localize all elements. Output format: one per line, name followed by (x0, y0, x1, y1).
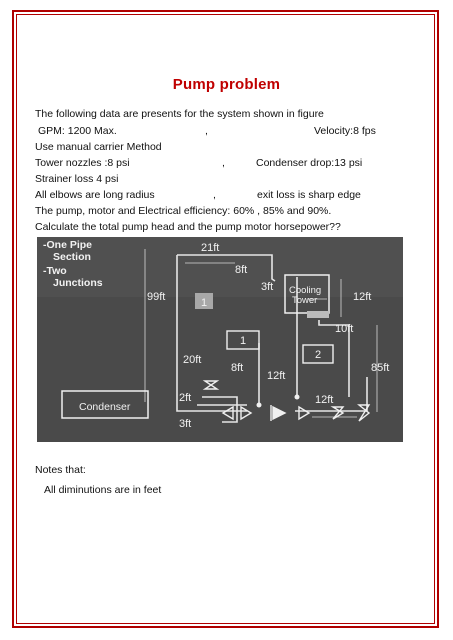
strainer-line: Strainer loss 4 psi (35, 173, 119, 185)
dim-label: 20ft (183, 354, 202, 366)
notes-item: All diminutions are in feet (44, 484, 162, 496)
condenser-label: Condenser (79, 401, 131, 413)
elbows-text: All elbows are long radius (35, 189, 155, 201)
efficiency-line: The pump, motor and Electrical efficiency: 60% , 85% and 90%. (35, 205, 332, 217)
legend-line: -Two (43, 265, 67, 277)
dim-label: 8ft (235, 264, 248, 276)
dim-label: 12ft (267, 370, 286, 382)
section-number: 1 (201, 297, 208, 309)
tower-label: Tower (292, 295, 318, 306)
exit-loss-text: exit loss is sharp edge (257, 189, 361, 201)
dim-label: 21ft (201, 242, 220, 254)
tower-label: Cooling (289, 285, 322, 296)
method-line: Use manual carrier Method (35, 141, 162, 153)
piping-system-figure (37, 237, 403, 442)
dim-label: 3ft (179, 418, 192, 430)
calculate-line: Calculate the total pump head and the pump motor horsepower?? (35, 221, 341, 233)
junction-number: 2 (315, 349, 322, 361)
dim-label: 8ft (231, 362, 244, 374)
legend-line: Section (53, 251, 91, 263)
junction-node (257, 403, 262, 408)
comma-separator: , (213, 189, 216, 201)
junction-number: 1 (240, 335, 247, 347)
junction-node (295, 395, 300, 400)
tower-basin (307, 311, 329, 318)
comma-separator: , (205, 125, 208, 137)
dim-label: 2ft (179, 392, 192, 404)
condenser-drop-text: Condenser drop:13 psi (256, 157, 363, 169)
piping-diagram (37, 237, 403, 442)
comma-separator: , (222, 157, 225, 169)
dim-label: 12ft (353, 291, 372, 303)
gpm-line: GPM: 1200 Max. (38, 125, 117, 137)
tower-nozzles-text: Tower nozzles :8 psi (35, 157, 130, 169)
notes-heading: Notes that: (35, 464, 86, 476)
dim-label: 99ft (147, 291, 166, 303)
intro-line: The following data are presents for the system shown in figure (35, 108, 324, 120)
dim-label: 3ft (261, 281, 274, 293)
legend-line: Junctions (53, 277, 103, 289)
dim-label: 12ft (315, 394, 334, 406)
dim-label: 85ft (371, 362, 390, 374)
velocity-text: Velocity:8 fps (314, 125, 376, 137)
dim-label: 10ft (335, 323, 354, 335)
legend-line: -One Pipe (43, 239, 93, 251)
page-title: Pump problem (172, 76, 281, 93)
